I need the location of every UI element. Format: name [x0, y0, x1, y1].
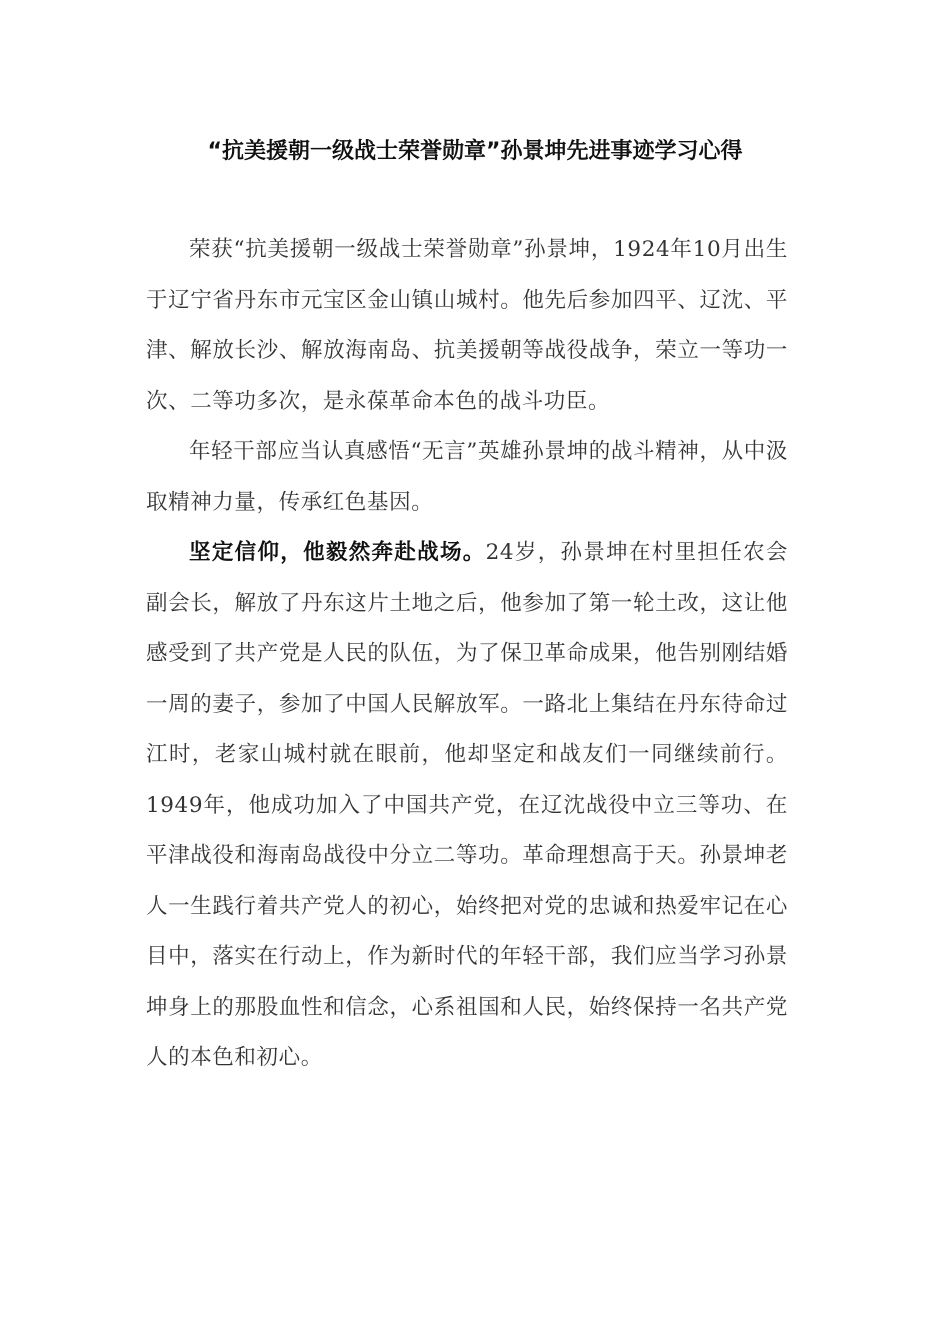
paragraph-text: 荣获“抗美援朝一级战士荣誉勋章”孙景坤，1924年10月出生于辽宁省丹东市元宝区金山镇山城村。他先后参加四平、辽沈、平津、解放长沙、解放海南岛、抗美援朝等战役战争，荣立一等功一次、二等功多次，是永葆革命本色的战斗功臣。 [146, 237, 788, 414]
paragraph-text: 年轻干部应当认真感悟“无言”英雄孙景坤的战斗精神，从中汲取精神力量，传承红色基因。 [146, 439, 788, 515]
paragraph-text: 24岁，孙景坤在村里担任农会副会长，解放了丹东这片土地之后，他参加了第一轮土改，这让他感受到了共产党是人民的队伍，为了保卫革命成果，他告别刚结婚一周的妻子，参加了中国人民解放军。一路北上集结在丹东待命过江时，老家山城村就在眼前，他却坚定和战友们一同继续前行。1949年，他成功加入了中国共产党，在辽沈战役中立三等功、在平津战役和海南岛战役中分立二等功。革命理想高于天。孙景坤老人一生践行着共产党人的初心，始终把对党的忠诚和热爱牢记在心目中，落实在行动上，作为新时代的年轻干部，我们应当学习孙景坤身上的那股血性和信念，心系祖国和人民，始终保持一名共产党人的本色和初心。 [146, 540, 788, 1070]
document-title: “抗美援朝一级战士荣誉勋章”孙景坤先进事迹学习心得 [207, 139, 743, 164]
paragraph-belief [146, 528, 788, 1084]
paragraph-spirit [146, 427, 788, 528]
paragraph-lead: 坚定信仰，他毅然奔赴战场。 [189, 540, 486, 565]
paragraph-intro [146, 225, 788, 427]
document-body [146, 225, 788, 1084]
